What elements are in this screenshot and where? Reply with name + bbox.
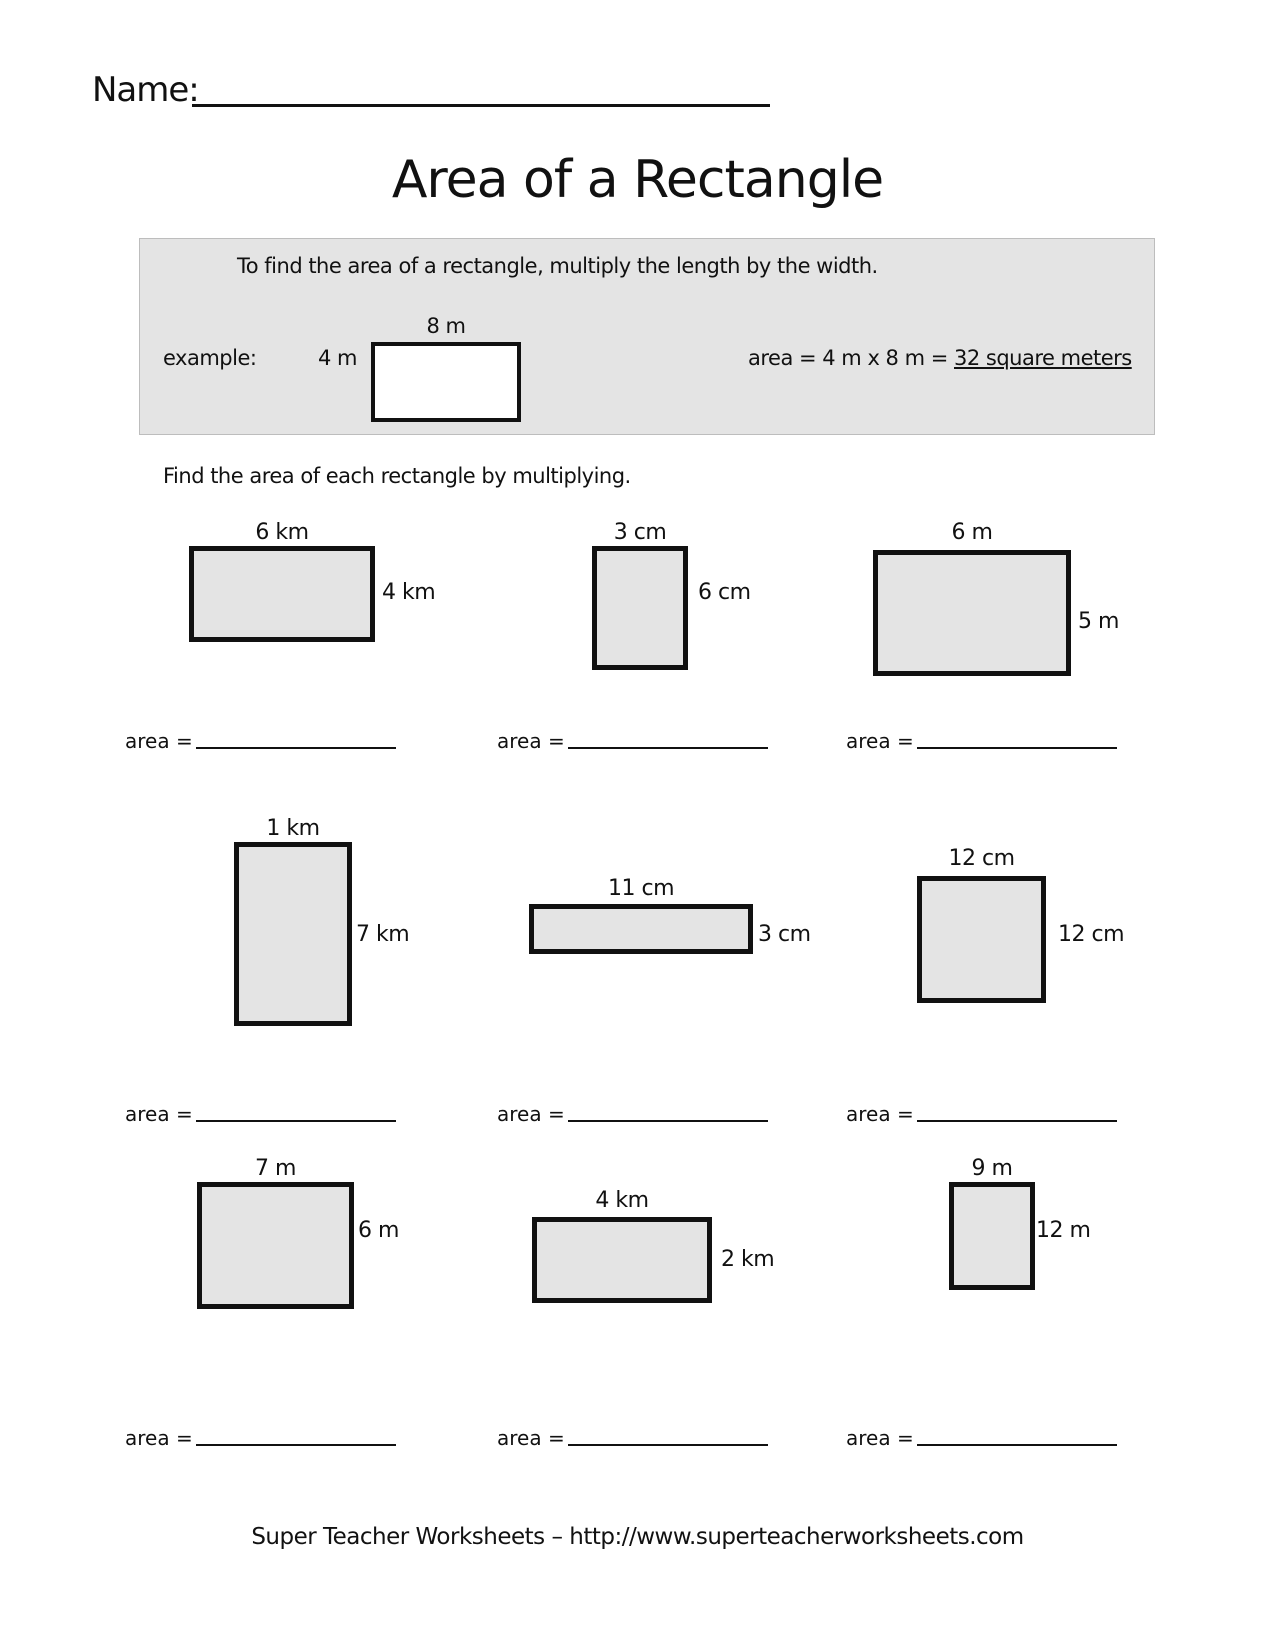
problem-2-area-label: area = xyxy=(497,729,565,753)
problem-5-answer-line[interactable] xyxy=(568,1120,768,1122)
problem-5-rectangle xyxy=(529,904,753,954)
problem-9-length: 9 m xyxy=(971,1156,1013,1181)
problem-9-area-label: area = xyxy=(846,1426,914,1450)
example-length-label: 8 m xyxy=(426,314,466,338)
problem-6-width: 12 cm xyxy=(1058,922,1125,947)
problem-1-length: 6 km xyxy=(255,520,309,545)
problem-7-length: 7 m xyxy=(255,1156,296,1181)
example-label: example: xyxy=(163,346,257,370)
problem-2-rectangle xyxy=(592,546,688,670)
problem-3-answer-line[interactable] xyxy=(917,747,1117,749)
problem-9-rectangle xyxy=(949,1182,1035,1290)
problem-6-length: 12 cm xyxy=(948,846,1015,871)
problem-7-answer-line[interactable] xyxy=(196,1444,396,1446)
problem-3-area-label: area = xyxy=(846,729,914,753)
problem-8-area-label: area = xyxy=(497,1426,565,1450)
problem-4-length: 1 km xyxy=(266,816,320,841)
problem-3-width: 5 m xyxy=(1078,609,1119,634)
problem-8-answer-line[interactable] xyxy=(568,1444,768,1446)
problem-8-length: 4 km xyxy=(595,1188,649,1213)
problem-9-answer-line[interactable] xyxy=(917,1444,1117,1446)
problem-1-width: 4 km xyxy=(382,580,436,605)
footer-credit: Super Teacher Worksheets – http://www.superteacherworksheets.com xyxy=(251,1524,1024,1550)
problem-5-length: 11 cm xyxy=(607,876,674,901)
problem-6-area-label: area = xyxy=(846,1102,914,1126)
example-width-label: 4 m xyxy=(318,346,357,370)
page-title: Area of a Rectangle xyxy=(391,150,884,210)
problem-4-answer-line[interactable] xyxy=(196,1120,396,1122)
problem-3-rectangle xyxy=(873,550,1071,676)
problem-9-width: 12 m xyxy=(1036,1218,1091,1243)
problem-4-rectangle xyxy=(234,842,352,1026)
problem-1-rectangle xyxy=(189,546,375,642)
example-rectangle xyxy=(371,342,521,422)
problem-6-answer-line[interactable] xyxy=(917,1120,1117,1122)
problem-1-answer-line[interactable] xyxy=(196,747,396,749)
problem-4-area-label: area = xyxy=(125,1102,193,1126)
problem-1-area-label: area = xyxy=(125,729,193,753)
example-instruction: To find the area of a rectangle, multiply the length by the width. xyxy=(237,254,878,278)
problem-3-length: 6 m xyxy=(951,520,993,545)
example-equation-text: area = 4 m x 8 m = xyxy=(748,346,954,370)
problem-7-area-label: area = xyxy=(125,1426,193,1450)
example-equation xyxy=(748,346,1132,370)
problem-8-rectangle xyxy=(532,1217,712,1303)
problem-2-width: 6 cm xyxy=(698,580,751,605)
problem-8-width: 2 km xyxy=(721,1247,775,1272)
example-answer: 32 square meters xyxy=(954,346,1132,370)
problem-2-answer-line[interactable] xyxy=(568,747,768,749)
name-input-line[interactable] xyxy=(192,104,770,107)
problem-7-width: 6 m xyxy=(358,1218,399,1243)
directions: Find the area of each rectangle by multiplying. xyxy=(163,464,631,488)
problem-6-rectangle xyxy=(917,876,1046,1003)
name-label: Name: xyxy=(92,70,199,110)
problem-5-width: 3 cm xyxy=(758,922,811,947)
problem-5-area-label: area = xyxy=(497,1102,565,1126)
problem-4-width: 7 km xyxy=(356,922,410,947)
problem-2-length: 3 cm xyxy=(613,520,667,545)
problem-7-rectangle xyxy=(197,1182,354,1309)
